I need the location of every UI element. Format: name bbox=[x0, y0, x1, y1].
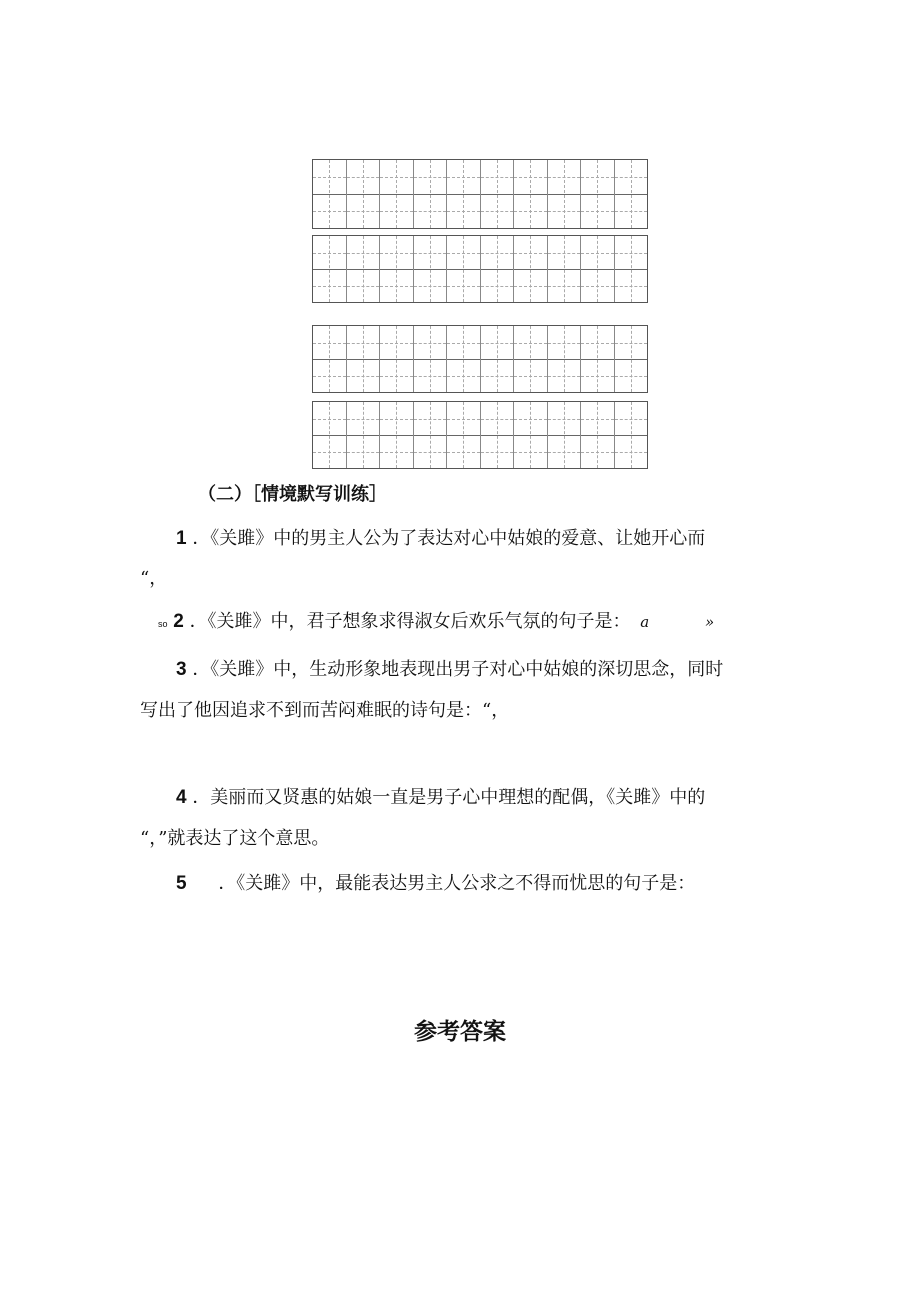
question-4-number: 4 bbox=[176, 787, 187, 808]
question-5-text: ．《关雎》中，最能表达男主人公求之不得而忧思的句子是： bbox=[218, 873, 696, 894]
grid-cell bbox=[514, 402, 548, 468]
grid-cell bbox=[447, 236, 481, 302]
grid-cell bbox=[615, 236, 648, 302]
question-2-text: ．《关雎》中，君子想象求得淑女后欢乐气氛的句子是： bbox=[189, 611, 631, 632]
question-2-open-quote: a bbox=[640, 613, 650, 631]
section-heading: （二）［情境默写训练］ bbox=[198, 484, 387, 504]
question-1-line-1 bbox=[176, 527, 705, 551]
grid-cell bbox=[447, 402, 481, 468]
grid-cell bbox=[347, 160, 381, 228]
grid-cell bbox=[380, 236, 414, 302]
grid-cell bbox=[481, 236, 515, 302]
question-2-number: 2 bbox=[173, 611, 184, 632]
question-5-line bbox=[176, 872, 695, 896]
question-5-number: 5 bbox=[176, 873, 187, 894]
grid-cell bbox=[548, 236, 582, 302]
grid-cell bbox=[481, 160, 515, 228]
grid-cell bbox=[615, 160, 648, 228]
grid-cell bbox=[514, 326, 548, 392]
writing-grid-block bbox=[312, 325, 648, 393]
question-1-text: ．《关雎》中的男主人公为了表达对心中姑娘的爱意、让她开心而 bbox=[192, 528, 706, 549]
question-2-close-quote: » bbox=[704, 613, 715, 631]
grid-cell bbox=[414, 326, 448, 392]
grid-cell bbox=[447, 160, 481, 228]
grid-cell bbox=[313, 402, 347, 468]
grid-cell bbox=[548, 160, 582, 228]
grid-cell bbox=[347, 402, 381, 468]
grid-cell bbox=[481, 402, 515, 468]
question-3-line-1 bbox=[176, 658, 723, 682]
grid-cell bbox=[615, 326, 648, 392]
question-4-text: ．美丽而又贤惠的姑娘一直是男子心中理想的配偶，《关雎》中的 bbox=[192, 787, 706, 808]
grid-cell bbox=[414, 236, 448, 302]
grid-cell bbox=[380, 326, 414, 392]
grid-cell bbox=[548, 402, 582, 468]
writing-grid-block bbox=[312, 235, 648, 303]
question-2-stray-mark: so bbox=[158, 619, 168, 629]
grid-cell bbox=[313, 326, 347, 392]
grid-cell bbox=[615, 402, 648, 468]
grid-cell bbox=[347, 236, 381, 302]
question-3-number: 3 bbox=[176, 659, 187, 680]
grid-cell bbox=[581, 326, 615, 392]
grid-cell bbox=[447, 326, 481, 392]
grid-cell bbox=[514, 160, 548, 228]
grid-cell bbox=[380, 402, 414, 468]
grid-cell bbox=[581, 236, 615, 302]
grid-cell bbox=[380, 160, 414, 228]
grid-cell bbox=[514, 236, 548, 302]
grid-cell bbox=[414, 402, 448, 468]
grid-cell bbox=[581, 160, 615, 228]
grid-cell bbox=[347, 326, 381, 392]
grid-cell bbox=[481, 326, 515, 392]
question-4-line-1 bbox=[176, 786, 705, 810]
question-4-line-2: “，”就表达了这个意思。 bbox=[140, 828, 330, 849]
question-1-number: 1 bbox=[176, 528, 187, 549]
grid-cell bbox=[581, 402, 615, 468]
grid-cell bbox=[414, 160, 448, 228]
question-3-line-2: 写出了他因追求不到而苦闷难眠的诗句是：“， bbox=[140, 700, 510, 721]
grid-cell bbox=[313, 236, 347, 302]
grid-cell bbox=[548, 326, 582, 392]
answer-title: 参考答案 bbox=[414, 1018, 506, 1044]
question-3-text: ．《关雎》中，生动形象地表现出男子对心中姑娘的深切思念，同时 bbox=[192, 659, 724, 680]
writing-grid-block bbox=[312, 401, 648, 469]
grid-cell bbox=[313, 160, 347, 228]
question-2-line bbox=[158, 610, 714, 636]
writing-grid-block bbox=[312, 159, 648, 229]
question-1-line-2: “， bbox=[140, 568, 168, 589]
